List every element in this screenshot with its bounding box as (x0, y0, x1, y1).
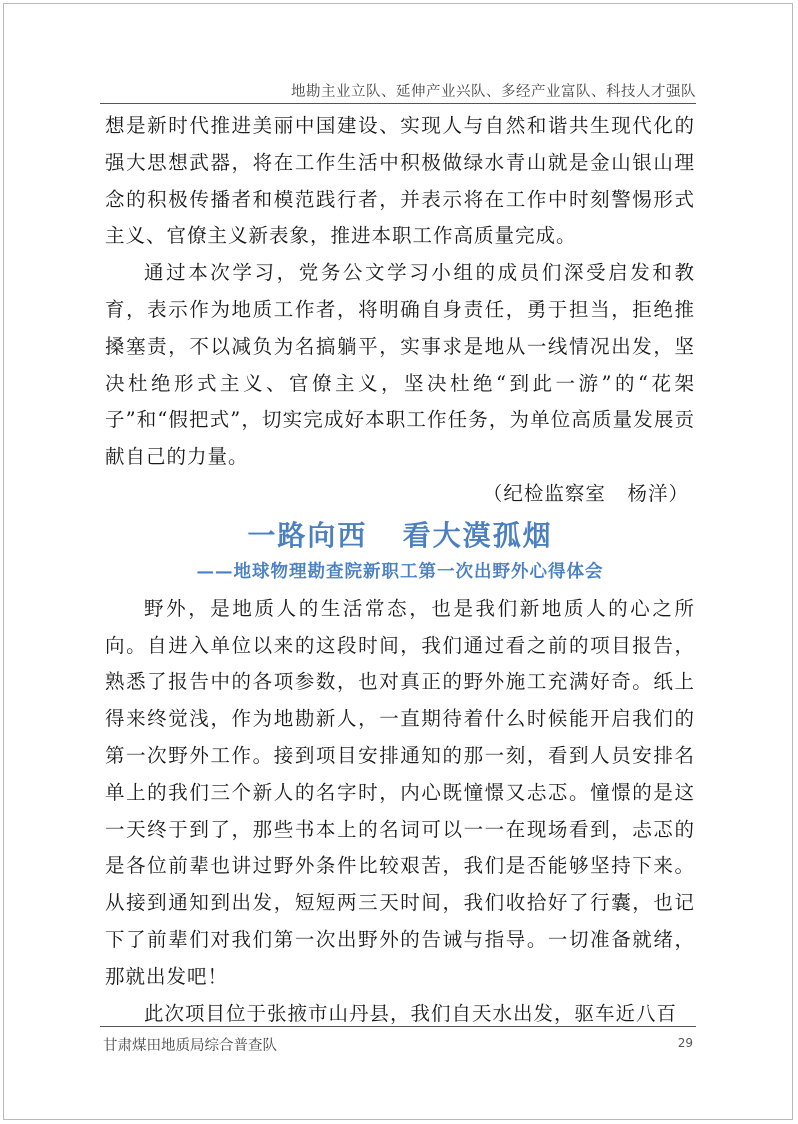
page-content (105, 108, 695, 1032)
article-signature: （纪检监察室 杨洋） (482, 481, 689, 505)
footer-organization: 甘肃煤田地质局综合普查队 (103, 1038, 277, 1054)
running-header: 地勘主业立队、延伸产业兴队、多经产业富队、科技人才强队 (291, 84, 696, 100)
page-number: 29 (677, 1036, 693, 1050)
article-title: 一路向西 看大漠孤烟 (247, 518, 553, 552)
footer-divider (100, 1026, 696, 1027)
article-subtitle: ——地球物理勘查院新职工第一次出野外心得体会 (196, 561, 604, 582)
continued-paragraph-2: 通过本次学习，党务公文学习小组的成员们深受启发和教育，表示作为地质工作者，将明确自身责任，勇于担当，拒绝推搡塞责，不以减负为名搞躺平，实事求是地从一线情况出发，坚决杜绝形式主义、官僚主义，坚决杜绝“到此一游”的“花架子”和“假把式”，切实完成好本职工作任务，为单位高质量发展贡献自己的力量。 (105, 261, 695, 469)
article-paragraph-1: 野外，是地质人的生活常态，也是我们新地质人的心之所向。自进入单位以来的这段时间，我们通过看之前的项目报告，熟悉了报告中的各项参数，也对真正的野外施工充满好奇。纸上得来终觉浅，作为地勘新人，一直期待着什么时候能开启我们的第一次野外工作。接到项目安排通知的那一刻，看到人员安排名单上的我们三个新人的名字时，内心既憧憬又忐忑。憧憬的是这一天终于到了，那些书本上的名词可以一一在现场看到，忐忑的是各位前辈也讲过野外条件比较艰苦，我们是否能够坚持下来。从接到通知到出发，短短两三天时间，我们收拾好了行囊，也记下了前辈们对我们第一次出野外的告诫与指导。一切准备就绪，那就出发吧！ (105, 596, 695, 988)
continued-paragraph-1: 想是新时代推进美丽中国建设、实现人与自然和谐共生现代化的强大思想武器，将在工作生活中积极做绿水青山就是金山银山理念的积极传播者和模范践行者，并表示将在工作中时刻警惕形式主义、官僚主义新表象，推进本职工作高质量完成。 (105, 114, 695, 248)
article-paragraph-2: 此次项目位于张掖市山丹县，我们自天水出发，驱车近八百 (144, 1001, 678, 1025)
header-divider (100, 103, 696, 104)
